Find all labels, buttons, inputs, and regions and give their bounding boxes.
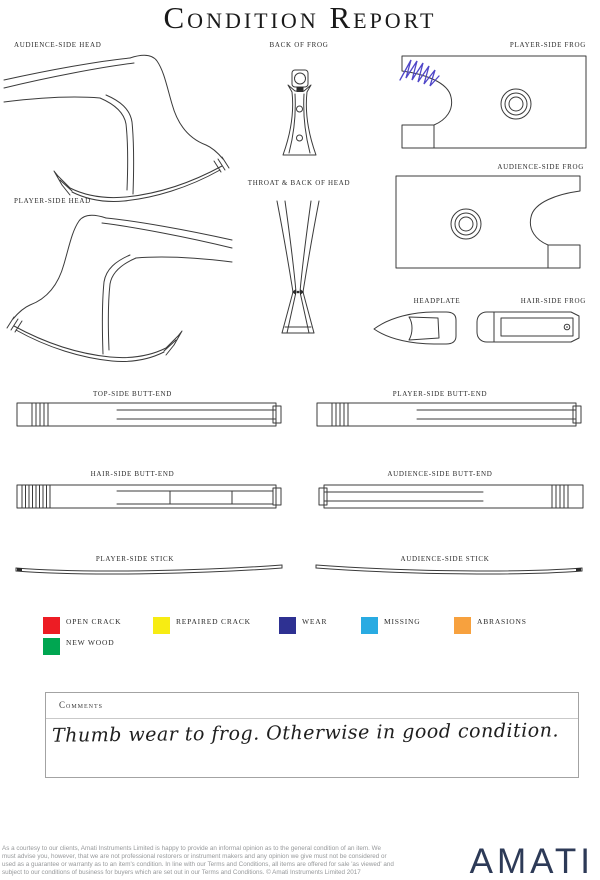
legend-label: OPEN CRACK: [66, 617, 122, 626]
legend-label: MISSING: [384, 617, 421, 626]
audience-side-stick-diagram: [312, 560, 584, 578]
legend-label: WEAR: [302, 617, 328, 626]
abrasions-swatch: [454, 617, 471, 634]
comments-label: Comments: [59, 700, 104, 710]
throat-back-of-head-diagram: [272, 193, 324, 338]
label-player-side-butt-end: PLAYER-SIDE BUTT-END: [392, 390, 488, 398]
label-player-side-stick: PLAYER-SIDE STICK: [95, 555, 175, 563]
headplate-diagram: [372, 307, 460, 349]
hair-side-frog-diagram: [474, 309, 586, 345]
footer-disclaimer: As a courtesy to our clients, Amati Instruments Limited is happy to provide an informal opinion as to the general condition of an item. We must advise you, however, that we are not professional restorers or instrument makers and any opinion we give must not be considered or used as a guarantee or warranty as to an item's condition. In line with our Terms and Conditions, all items are offered for sale 'as viewed' and subject to our conditions of business for buyers which are set out in our Terms and Conditions. © Amati Instruments Limited 2017: [2, 845, 394, 876]
audience-side-head-diagram: [4, 54, 230, 176]
label-audience-side-stick: AUDIENCE-SIDE STICK: [400, 555, 490, 563]
audience-side-butt-end-diagram: [316, 480, 586, 514]
label-throat-back-of-head: THROAT & BACK OF HEAD: [247, 179, 351, 187]
label-audience-side-butt-end: AUDIENCE-SIDE BUTT-END: [387, 470, 493, 478]
hair-side-butt-end-diagram: [14, 480, 284, 514]
label-player-side-head: PLAYER-SIDE HEAD: [14, 197, 91, 205]
page-title: Condition Report: [163, 0, 437, 35]
label-player-side-frog: PLAYER-SIDE FROG: [509, 41, 586, 49]
amati-logo: AMATI: [469, 842, 594, 880]
comments-divider: [46, 718, 578, 719]
wear-swatch: [279, 617, 296, 634]
legend-label: ABRASIONS: [477, 617, 527, 626]
label-headplate: HEADPLATE: [413, 297, 461, 305]
label-hair-side-butt-end: HAIR-SIDE BUTT-END: [90, 470, 175, 478]
legend-label: NEW WOOD: [66, 638, 115, 647]
repaired-crack-swatch: [153, 617, 170, 634]
comments-handwritten-text: Thumb wear to frog. Otherwise in good condition.: [51, 719, 560, 747]
label-back-of-frog: BACK OF FROG: [269, 41, 329, 49]
label-audience-side-frog: AUDIENCE-SIDE FROG: [497, 163, 584, 171]
comments-box: [45, 692, 579, 778]
legend-label: REPAIRED CRACK: [176, 617, 251, 626]
player-side-frog-diagram: [394, 52, 590, 154]
label-top-side-butt-end: TOP-SIDE BUTT-END: [93, 390, 172, 398]
missing-swatch: [361, 617, 378, 634]
top-side-butt-end-diagram: [14, 398, 284, 432]
new-wood-swatch: [43, 638, 60, 655]
wear-mark: [400, 60, 439, 86]
label-audience-side-head: AUDIENCE-SIDE HEAD: [14, 41, 102, 49]
open-crack-swatch: [43, 617, 60, 634]
label-hair-side-frog: HAIR-SIDE FROG: [520, 297, 586, 305]
player-side-stick-diagram: [14, 560, 286, 578]
player-side-head-diagram: [6, 214, 232, 336]
audience-side-frog-diagram: [392, 172, 588, 274]
back-of-frog-diagram: [268, 64, 328, 168]
player-side-butt-end-diagram: [314, 398, 584, 432]
